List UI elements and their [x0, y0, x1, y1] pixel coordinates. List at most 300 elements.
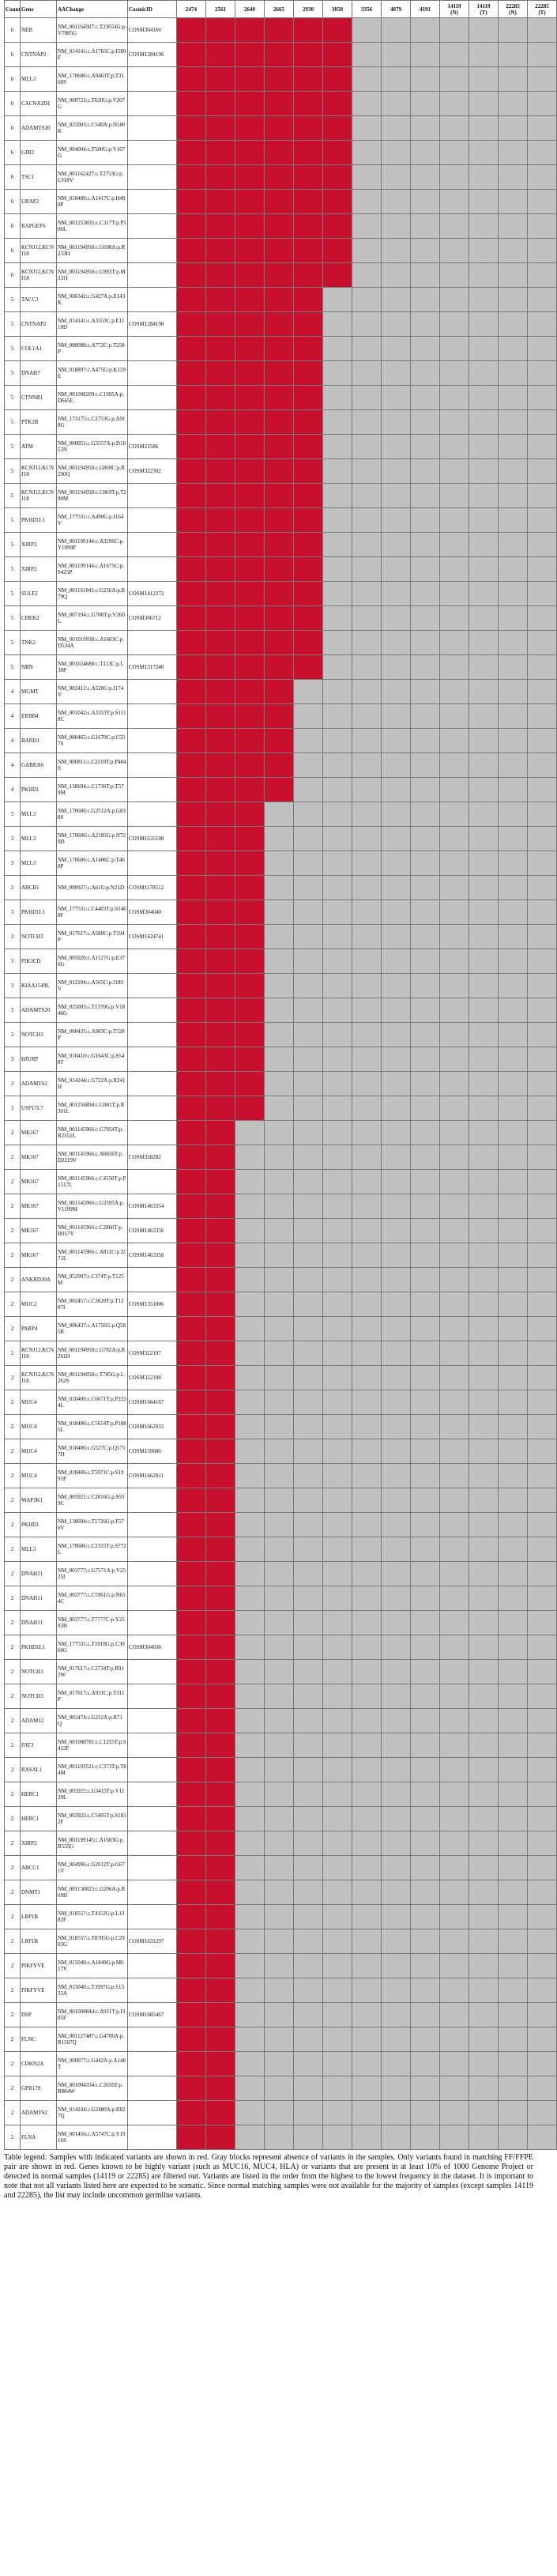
variant-absent-cell [382, 1268, 411, 1292]
variant-present-cell [294, 655, 323, 680]
table-row [5, 1807, 557, 1831]
variant-absent-cell [469, 606, 499, 631]
variant-absent-cell [499, 410, 528, 435]
count-cell: 2 [5, 1439, 21, 1464]
variant-absent-cell [499, 2052, 528, 2076]
variant-absent-cell [235, 1684, 265, 1709]
variant-present-cell [177, 361, 206, 386]
variant-absent-cell [235, 1611, 265, 1635]
variant-absent-cell [323, 1145, 352, 1170]
column-header: 22285 (T) [528, 1, 557, 18]
cosmic-id-cell: COSM21586 [128, 435, 177, 459]
aachange-cell: NM_001004334:c.C2650T:p.R884W [57, 2076, 128, 2101]
variant-absent-cell [528, 1341, 557, 1366]
variant-absent-cell [469, 1415, 499, 1439]
variant-absent-cell [528, 998, 557, 1023]
variant-absent-cell [235, 1929, 265, 1954]
variant-absent-cell [411, 337, 440, 361]
variant-absent-cell [469, 974, 499, 998]
variant-absent-cell [440, 1047, 469, 1072]
variant-present-cell [235, 484, 265, 508]
variant-absent-cell [323, 1121, 352, 1145]
variant-present-cell [235, 851, 265, 876]
variant-present-cell [206, 557, 235, 582]
variant-present-cell [265, 337, 294, 361]
variant-absent-cell [440, 1635, 469, 1660]
table-row [5, 631, 557, 655]
cosmic-id-cell [128, 533, 177, 557]
variant-absent-cell [440, 1292, 469, 1317]
variant-absent-cell [499, 1145, 528, 1170]
variant-absent-cell [352, 876, 382, 900]
count-cell: 2 [5, 1978, 21, 2003]
variant-absent-cell [469, 410, 499, 435]
variant-absent-cell [382, 1390, 411, 1415]
variant-absent-cell [382, 827, 411, 851]
variant-absent-cell [469, 1562, 499, 1586]
cosmic-id-cell [128, 1562, 177, 1586]
variant-absent-cell [294, 1170, 323, 1194]
variant-present-cell [294, 141, 323, 165]
variant-absent-cell [382, 1145, 411, 1170]
variant-absent-cell [411, 729, 440, 753]
variant-absent-cell [382, 2003, 411, 2027]
table-row [5, 459, 557, 484]
variant-absent-cell [352, 2101, 382, 2125]
variant-absent-cell [382, 239, 411, 263]
variant-absent-cell [440, 337, 469, 361]
variant-absent-cell [440, 1023, 469, 1047]
variant-absent-cell [440, 827, 469, 851]
aachange-cell: NM_003777:c.C5961G:p.N654C [57, 1586, 128, 1611]
cosmic-id-cell: COSM328282 [128, 1145, 177, 1170]
cosmic-id-cell [128, 1709, 177, 1733]
aachange-cell: NM_177531:c.T1018G:p.C3066G [57, 1635, 128, 1660]
variant-absent-cell [235, 1317, 265, 1341]
variant-absent-cell [323, 778, 352, 802]
variant-present-cell [206, 2027, 235, 2052]
variant-absent-cell [265, 1611, 294, 1635]
variant-absent-cell [528, 1782, 557, 1807]
count-cell: 3 [5, 802, 21, 827]
table-row [5, 900, 557, 925]
variant-present-cell [265, 190, 294, 214]
cosmic-id-cell [128, 2052, 177, 2076]
variant-absent-cell [352, 1856, 382, 1880]
gene-cell: RASAL1 [21, 1758, 57, 1782]
gene-cell: NOTCH3 [21, 1684, 57, 1709]
variant-present-cell [177, 533, 206, 557]
variant-absent-cell [411, 1929, 440, 1954]
variant-present-cell [294, 435, 323, 459]
variant-absent-cell [440, 631, 469, 655]
variant-present-cell [177, 704, 206, 729]
variant-absent-cell [352, 1929, 382, 1954]
count-cell: 3 [5, 974, 21, 998]
variant-present-cell [265, 557, 294, 582]
variant-absent-cell [499, 1635, 528, 1660]
variant-present-cell [206, 190, 235, 214]
variant-present-cell [235, 214, 265, 239]
variant-absent-cell [352, 386, 382, 410]
gene-cell: CNTNAP2 [21, 312, 57, 337]
variant-absent-cell [440, 1660, 469, 1684]
count-cell: 2 [5, 1145, 21, 1170]
variant-absent-cell [294, 1341, 323, 1366]
variant-absent-cell [499, 729, 528, 753]
variant-absent-cell [440, 1758, 469, 1782]
variant-absent-cell [382, 508, 411, 533]
variant-present-cell [177, 1831, 206, 1856]
variant-absent-cell [382, 386, 411, 410]
cosmic-id-cell [128, 410, 177, 435]
variant-absent-cell [323, 1219, 352, 1243]
variant-absent-cell [499, 1537, 528, 1562]
cosmic-id-cell [128, 386, 177, 410]
gene-cell: KCNJ12,KCNJ18 [21, 459, 57, 484]
variant-absent-cell [382, 435, 411, 459]
variant-absent-cell [469, 484, 499, 508]
variant-absent-cell [352, 1047, 382, 1072]
variant-absent-cell [411, 2027, 440, 2052]
table-row [5, 141, 557, 165]
variant-present-cell [206, 1856, 235, 1880]
variant-present-cell [177, 386, 206, 410]
variant-absent-cell [352, 1096, 382, 1121]
variant-absent-cell [469, 876, 499, 900]
cosmic-id-cell [128, 729, 177, 753]
variant-present-cell [294, 361, 323, 386]
variant-absent-cell [440, 680, 469, 704]
variant-present-cell [206, 1170, 235, 1194]
variant-absent-cell [265, 1537, 294, 1562]
variant-absent-cell [294, 1782, 323, 1807]
variant-absent-cell [528, 631, 557, 655]
aachange-cell: NM_001199144:c.A1675C:p.S425P [57, 557, 128, 582]
variant-absent-cell [469, 2003, 499, 2027]
variant-absent-cell [499, 1170, 528, 1194]
variant-absent-cell [352, 2125, 382, 2150]
count-cell: 2 [5, 1488, 21, 1513]
cosmic-id-cell [128, 1807, 177, 1831]
variant-absent-cell [440, 876, 469, 900]
count-cell: 2 [5, 1121, 21, 1145]
variant-absent-cell [352, 1660, 382, 1684]
table-row [5, 312, 557, 337]
variant-absent-cell [323, 2003, 352, 2027]
aachange-cell: NM_001164507:c.T23654G:p.V7885G [57, 18, 128, 43]
variant-present-cell [265, 533, 294, 557]
variant-absent-cell [323, 802, 352, 827]
count-cell: 2 [5, 1366, 21, 1390]
table-row [5, 1782, 557, 1807]
variant-absent-cell [352, 508, 382, 533]
gene-cell: FLNC [21, 2027, 57, 2052]
variant-absent-cell [382, 1366, 411, 1390]
variant-absent-cell [382, 1831, 411, 1856]
cosmic-id-cell: COSM1463358 [128, 1243, 177, 1268]
variant-absent-cell [499, 1660, 528, 1684]
variant-absent-cell [294, 1635, 323, 1660]
variant-absent-cell [411, 1317, 440, 1341]
count-cell: 4 [5, 778, 21, 802]
variant-present-cell [206, 1782, 235, 1807]
variant-absent-cell [528, 827, 557, 851]
variant-present-cell [177, 67, 206, 92]
variant-absent-cell [440, 533, 469, 557]
variant-absent-cell [323, 631, 352, 655]
cosmic-id-cell: COSM322302 [128, 459, 177, 484]
variant-present-cell [177, 729, 206, 753]
variant-absent-cell [440, 2076, 469, 2101]
aachange-cell: NM_012194:c.A565C:p.I189V [57, 974, 128, 998]
variant-absent-cell [440, 1905, 469, 1929]
variant-absent-cell [265, 1292, 294, 1317]
variant-absent-cell [411, 1684, 440, 1709]
variant-absent-cell [382, 998, 411, 1023]
variant-absent-cell [411, 361, 440, 386]
variant-present-cell [206, 386, 235, 410]
variant-absent-cell [528, 2052, 557, 2076]
variant-present-cell [265, 606, 294, 631]
table-row [5, 1513, 557, 1537]
variant-absent-cell [265, 1978, 294, 2003]
gene-cell: LRP1B [21, 1929, 57, 1954]
aachange-cell: NM_001199144:c.A3296C:p.Y1099P [57, 533, 128, 557]
variant-present-cell [206, 533, 235, 557]
count-cell: 2 [5, 1415, 21, 1439]
variant-absent-cell [352, 851, 382, 876]
variant-present-cell [235, 288, 265, 312]
variant-absent-cell [352, 655, 382, 680]
cosmic-id-cell [128, 1317, 177, 1341]
variant-present-cell [177, 337, 206, 361]
column-header: 3356 [352, 1, 382, 18]
variant-absent-cell [294, 1145, 323, 1170]
variant-absent-cell [323, 1023, 352, 1047]
variant-present-cell [206, 1586, 235, 1611]
variant-absent-cell [411, 851, 440, 876]
variant-absent-cell [323, 1243, 352, 1268]
variant-absent-cell [352, 1488, 382, 1513]
variant-absent-cell [294, 1513, 323, 1537]
variant-absent-cell [235, 1831, 265, 1856]
gene-cell: ADAMTS20 [21, 116, 57, 141]
variant-absent-cell [323, 1684, 352, 1709]
variant-present-cell [323, 214, 352, 239]
count-cell: 2 [5, 1464, 21, 1488]
variant-absent-cell [265, 1341, 294, 1366]
table-row [5, 1660, 557, 1684]
aachange-cell: NM_170606:c.C2315T:p.S772L [57, 1537, 128, 1562]
variant-present-cell [177, 92, 206, 116]
count-cell: 2 [5, 1194, 21, 1219]
variant-absent-cell [382, 557, 411, 582]
count-cell: 5 [5, 386, 21, 410]
variant-absent-cell [265, 1121, 294, 1145]
variant-absent-cell [528, 1096, 557, 1121]
variant-present-cell [177, 1023, 206, 1047]
variant-present-cell [206, 1292, 235, 1317]
variant-absent-cell [499, 1929, 528, 1954]
cosmic-id-cell: COSM304040 [128, 900, 177, 925]
cosmic-id-cell [128, 141, 177, 165]
variant-absent-cell [528, 459, 557, 484]
variant-absent-cell [411, 190, 440, 214]
variant-absent-cell [294, 1390, 323, 1415]
variant-absent-cell [323, 1072, 352, 1096]
variant-absent-cell [265, 1268, 294, 1292]
gene-cell: TSC1 [21, 165, 57, 190]
variant-absent-cell [469, 1733, 499, 1758]
variant-present-cell [265, 729, 294, 753]
cosmic-id-cell: COSM1685467 [128, 2003, 177, 2027]
variant-present-cell [265, 239, 294, 263]
variant-absent-cell [265, 1488, 294, 1513]
gene-cell: GPR179 [21, 2076, 57, 2101]
gene-cell: USP17L7 [21, 1096, 57, 1121]
variant-absent-cell [265, 1072, 294, 1096]
variant-absent-cell [499, 2125, 528, 2150]
variant-present-cell [265, 459, 294, 484]
variant-absent-cell [499, 1611, 528, 1635]
variant-absent-cell [352, 1831, 382, 1856]
variant-absent-cell [440, 1880, 469, 1905]
variant-absent-cell [469, 2027, 499, 2052]
variant-absent-cell [528, 2076, 557, 2101]
aachange-cell: NM_001098209:c.C1995A:p.D665E [57, 386, 128, 410]
variant-absent-cell [469, 753, 499, 778]
variant-present-cell [294, 190, 323, 214]
variant-absent-cell [469, 631, 499, 655]
gene-cell: MK167 [21, 1170, 57, 1194]
variant-present-cell [177, 1292, 206, 1317]
table-row [5, 2003, 557, 2027]
variant-absent-cell [323, 1366, 352, 1390]
aachange-cell: NM_002412:c.A520G:p.I174V [57, 680, 128, 704]
variant-present-cell [265, 582, 294, 606]
table-row [5, 729, 557, 753]
count-cell: 6 [5, 239, 21, 263]
variant-present-cell [206, 1366, 235, 1390]
variant-absent-cell [352, 1366, 382, 1390]
table-row [5, 949, 557, 974]
variant-absent-cell [265, 900, 294, 925]
cosmic-id-cell [128, 1954, 177, 1978]
variant-absent-cell [411, 876, 440, 900]
variant-absent-cell [528, 1807, 557, 1831]
aachange-cell: NM_001194958:c.G698A:p.R233H [57, 239, 128, 263]
variant-absent-cell [323, 851, 352, 876]
aachange-cell: NM_001010938:c.A1603C:p.D534A [57, 631, 128, 655]
variant-absent-cell [265, 1660, 294, 1684]
variant-absent-cell [235, 2052, 265, 2076]
variant-absent-cell [440, 1096, 469, 1121]
count-cell: 6 [5, 43, 21, 67]
gene-cell: MGMT [21, 680, 57, 704]
cosmic-id-cell [128, 165, 177, 190]
cosmic-id-cell [128, 1611, 177, 1635]
variant-present-cell [206, 361, 235, 386]
variant-absent-cell [440, 778, 469, 802]
count-cell: 6 [5, 165, 21, 190]
variant-absent-cell [294, 851, 323, 876]
variant-absent-cell [352, 1243, 382, 1268]
variant-present-cell [235, 435, 265, 459]
aachange-cell: NM_018557:c.T8705G:p.C2903G [57, 1929, 128, 1954]
variant-absent-cell [499, 1905, 528, 1929]
variant-absent-cell [499, 1513, 528, 1537]
variant-absent-cell [499, 1243, 528, 1268]
variant-absent-cell [265, 1880, 294, 1905]
variant-absent-cell [352, 263, 382, 288]
table-row [5, 753, 557, 778]
cosmic-id-cell [128, 1121, 177, 1145]
variant-absent-cell [528, 1660, 557, 1684]
variant-absent-cell [352, 1023, 382, 1047]
variant-absent-cell [411, 1072, 440, 1096]
variant-absent-cell [411, 1243, 440, 1268]
aachange-cell: NM_001194958:c.G782A:p.R261H [57, 1341, 128, 1366]
aachange-cell: NM_003474:c.G212A:p.R71Q [57, 1709, 128, 1733]
variant-absent-cell [469, 1268, 499, 1292]
variant-absent-cell [382, 1782, 411, 1807]
table-row [5, 361, 557, 386]
variant-absent-cell [469, 1145, 499, 1170]
variant-absent-cell [323, 949, 352, 974]
gene-cell: PTK2B [21, 410, 57, 435]
variant-absent-cell [265, 1684, 294, 1709]
aachange-cell: NM_014244:c.G722A:p.R241H [57, 1072, 128, 1096]
cosmic-id-cell [128, 239, 177, 263]
variant-absent-cell [235, 1537, 265, 1562]
table-row [5, 1880, 557, 1905]
variant-absent-cell [440, 67, 469, 92]
variant-absent-cell [235, 1488, 265, 1513]
aachange-cell: NM_015040:c.A1849G:p.M617V [57, 1954, 128, 1978]
table-row [5, 1268, 557, 1292]
variant-absent-cell [440, 459, 469, 484]
column-header: 2665 [265, 1, 294, 18]
variant-absent-cell [382, 1758, 411, 1782]
variant-absent-cell [528, 1684, 557, 1709]
variant-absent-cell [265, 1758, 294, 1782]
variant-absent-cell [235, 1243, 265, 1268]
variant-absent-cell [440, 1341, 469, 1366]
count-cell: 2 [5, 1660, 21, 1684]
aachange-cell: NM_001145966:c.G3595A:p.V1199M [57, 1194, 128, 1219]
variant-absent-cell [469, 1856, 499, 1880]
variant-absent-cell [528, 263, 557, 288]
variant-present-cell [206, 1439, 235, 1464]
variant-absent-cell [499, 557, 528, 582]
variant-absent-cell [440, 1194, 469, 1219]
variant-present-cell [294, 582, 323, 606]
variant-absent-cell [294, 2027, 323, 2052]
variant-absent-cell [499, 459, 528, 484]
variant-absent-cell [499, 778, 528, 802]
variant-present-cell [235, 655, 265, 680]
variant-present-cell [206, 631, 235, 655]
variant-absent-cell [440, 802, 469, 827]
gene-cell: XIRP2 [21, 533, 57, 557]
variant-absent-cell [294, 998, 323, 1023]
variant-absent-cell [528, 925, 557, 949]
cosmic-id-cell [128, 1831, 177, 1856]
variant-absent-cell [411, 1047, 440, 1072]
variant-absent-cell [411, 900, 440, 925]
count-cell: 5 [5, 631, 21, 655]
